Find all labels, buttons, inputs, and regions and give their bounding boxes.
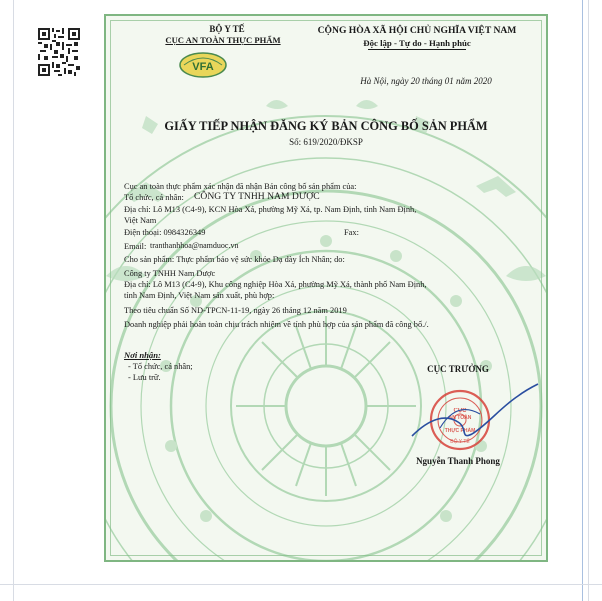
recipients-title: Nơi nhận:	[124, 350, 161, 360]
responsibility-line: Doanh nghiệp phải hoàn toàn chịu trách nhiệm về tính phù hợp của sản phẩm đã công bố./.	[124, 320, 429, 329]
maker-address: Địa chỉ: Lô M13 (C4-9), Khu công nghiệp Hòa Xá, phường Mỹ Xá, thành phố Nam Định,	[124, 280, 427, 289]
right-divider-blue	[582, 0, 583, 601]
org-value: CÔNG TY TNHH NAM DƯỢC	[194, 191, 320, 202]
org-address-country: Việt Nam	[124, 216, 157, 225]
bronze-drum-watermark	[104, 76, 548, 562]
recipient-item: - Lưu trữ.	[128, 373, 161, 382]
svg-text:AN TOÀN: AN TOÀN	[448, 415, 472, 421]
recipient-item: - Tổ chức, cá nhân;	[128, 362, 193, 371]
motto-underline	[368, 49, 466, 50]
signer-title: CỤC TRƯỞNG	[427, 364, 489, 374]
intro-line: Cục an toàn thực phẩm xác nhận đã nhận Bản công bố sản phẩm của:	[124, 182, 357, 191]
vfa-logo-text: VFA	[192, 61, 214, 73]
svg-text:THỰC PHẨM: THỰC PHẨM	[444, 428, 476, 434]
org-phone: Điện thoại: 0984326349	[124, 228, 206, 237]
qr-code-icon	[38, 28, 80, 76]
ministry-name: BỘ Y TẾ	[209, 24, 245, 34]
certificate-document	[104, 14, 548, 562]
svg-text:CỤC: CỤC	[453, 408, 467, 414]
handwritten-signature	[400, 378, 540, 448]
bottom-divider	[0, 584, 602, 585]
place-date: Hà Nội, ngày 20 tháng 01 năm 2020	[360, 76, 492, 86]
product-line: Cho sản phẩm: Thực phẩm bảo vệ sức khỏe Dạ dày Ích Nhân; do:	[124, 255, 345, 264]
standard-line: Theo tiêu chuẩn Số ND-TPCN-11-19, ngày 26 tháng 12 năm 2019	[124, 306, 347, 315]
nation-title: CỘNG HÒA XÃ HỘI CHỦ NGHĨA VIỆT NAM	[317, 25, 517, 36]
org-fax: Fax:	[344, 228, 359, 237]
svg-text:BỘ Y TẾ: BỘ Y TẾ	[450, 439, 470, 445]
vfa-logo-icon	[178, 51, 228, 79]
document-number: Số: 619/2020/ĐKSP	[289, 137, 363, 147]
left-divider	[13, 0, 14, 601]
maker-address-2: tỉnh Nam Định, Việt Nam sản xuất, phù hợp:	[124, 291, 275, 300]
right-divider	[588, 0, 589, 601]
agency-name: CỤC AN TOÀN THỰC PHẨM	[165, 35, 281, 45]
maker-name: Công ty TNHH Nam Dược	[124, 269, 216, 278]
signer-name: Nguyễn Thanh Phong	[416, 456, 500, 466]
document-title: GIẤY TIẾP NHẬN ĐĂNG KÝ BẢN CÔNG BỐ SẢN PHẨM	[164, 119, 488, 133]
org-label: Tổ chức, cá nhân:	[124, 193, 184, 202]
nation-motto: Độc lập - Tự do - Hạnh phúc	[363, 38, 471, 48]
org-email-label: Email:	[124, 242, 147, 251]
org-email-value: tranthanhhoa@namduoc.vn	[150, 241, 239, 250]
org-address: Địa chỉ: Lô M13 (C4-9), KCN Hòa Xá, phường Mỹ Xá, tp. Nam Định, tỉnh Nam Định,	[124, 205, 417, 214]
